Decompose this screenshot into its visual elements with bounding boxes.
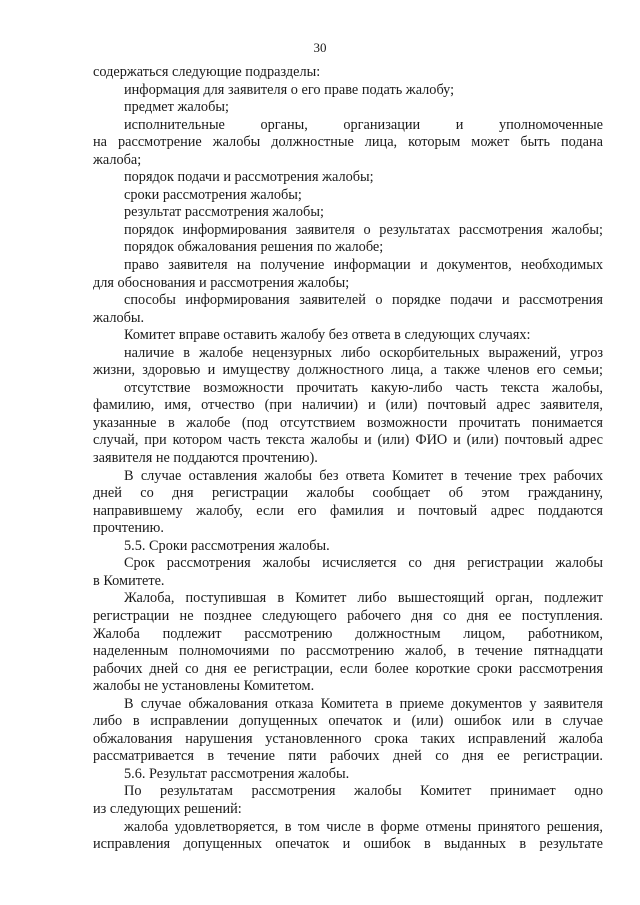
text-line: В случае оставления жалобы без ответа Комитет в течение трех рабочих <box>124 467 603 484</box>
text-line: регистрации не позднее следующего рабочего дня со дня ее поступления. <box>93 607 603 624</box>
text-line: обжалования нарушения установленного срока таких исправлений жалоба <box>93 730 603 747</box>
section-heading: 5.6. Результат рассмотрения жалобы. <box>124 765 350 782</box>
text-line: жалобы. <box>93 309 145 326</box>
text-line: исполнительные органы, организации и уполномоченные <box>124 116 603 133</box>
text-line: В случае обжалования отказа Комитета в приеме документов у заявителя <box>124 695 603 712</box>
text-line: Срок рассмотрения жалобы исчисляется со дня регистрации жалобы <box>124 555 603 572</box>
text-line: Комитет вправе оставить жалобу без ответа в следующих случаях: <box>124 327 531 344</box>
text-line: предмет жалобы; <box>124 99 229 116</box>
text-line: способы информирования заявителей о порядке подачи и рассмотрения <box>124 292 603 309</box>
text-line: наделенным полномочиями по рассмотрению жалоб, в течение пятнадцати <box>93 643 603 660</box>
text-line: указанные в жалобе (под отсутствием возможности прочитать понимается <box>93 414 603 431</box>
text-line: порядок подачи и рассмотрения жалобы; <box>124 169 374 186</box>
text-line: заявителя не поддаются прочтению). <box>93 450 318 467</box>
text-line: порядок информирования заявителя о результатах рассмотрения жалобы; <box>124 221 603 238</box>
text-line: Жалоба, поступившая в Комитет либо вышестоящий орган, подлежит <box>124 590 603 607</box>
text-line: информация для заявителя о его праве подать жалобу; <box>124 81 455 98</box>
text-line: жалоба удовлетворяется, в том числе в форме отмены принятого решения, <box>124 818 603 835</box>
text-line: фамилию, имя, отчество (при наличии) и (или) почтовый адрес заявителя, <box>93 397 603 414</box>
text-line: рабочих дней со дня ее регистрации, если более короткие сроки рассмотрения <box>93 660 603 677</box>
text-line: случай, при котором часть текста жалобы и (или) ФИО и (или) почтовый адрес <box>93 432 603 449</box>
text-line: жалобы не установлены Комитетом. <box>93 678 315 695</box>
text-line: рассматривается в течение пяти рабочих дней со дня ее регистрации. <box>93 748 603 765</box>
text-line: направившему жалобу, если его фамилия и почтовый адрес поддаются <box>93 502 603 519</box>
text-line: содержаться следующие подразделы: <box>93 64 321 80</box>
text-line: порядок обжалования решения по жалобе; <box>124 239 384 256</box>
page-number: 30 <box>313 40 327 55</box>
text-line: наличие в жалобе нецензурных либо оскорбительных выражений, угроз <box>124 344 603 361</box>
text-line: исправления допущенных опечаток и ошибок в выданных в результате <box>93 836 603 853</box>
text-line: на рассмотрение жалобы должностные лица, которым может быть подана <box>93 134 603 151</box>
text-line: из следующих решений: <box>93 800 242 817</box>
text-line: жизни, здоровью и имуществу должностного лица, а также членов его семьи; <box>93 362 603 379</box>
text-line: для обоснования и рассмотрения жалобы; <box>93 274 350 291</box>
text-line: жалоба; <box>93 151 142 168</box>
text-line: либо в исправлении допущенных опечаток и (или) ошибок или в случае <box>93 713 603 730</box>
text-line: сроки рассмотрения жалобы; <box>124 186 302 203</box>
text-line: прочтению. <box>93 520 164 537</box>
body-text <box>93 64 603 854</box>
text-line: результат рассмотрения жалобы; <box>124 204 324 221</box>
text-line: отсутствие возможности прочитать какую-либо часть текста жалобы, <box>124 379 603 396</box>
text-line: По результатам рассмотрения жалобы Комитет принимает одно <box>124 783 603 800</box>
text-line: в Комитете. <box>93 572 165 589</box>
text-line: право заявителя на получение информации и документов, необходимых <box>124 257 603 274</box>
text-line: Жалоба подлежит рассмотрению должностным лицом, работником, <box>93 625 603 642</box>
text-line: дней со дня регистрации жалобы сообщает об этом гражданину, <box>93 485 603 502</box>
section-heading: 5.5. Сроки рассмотрения жалобы. <box>124 537 330 554</box>
